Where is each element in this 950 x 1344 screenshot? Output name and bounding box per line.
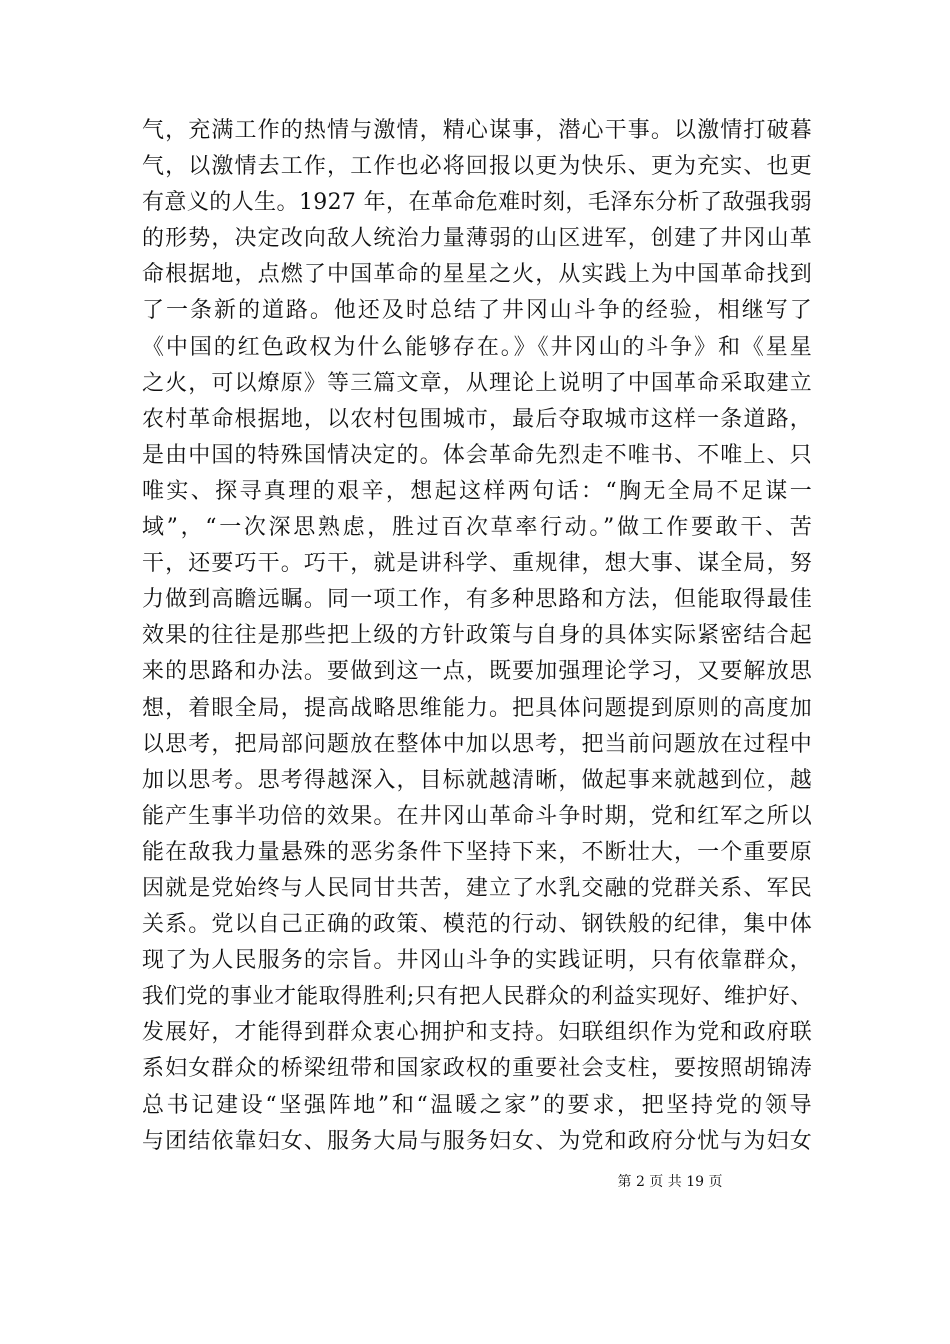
- text-line: 发展好，才能得到群众衷心拥护和支持。妇联组织作为党和政府联: [142, 1020, 812, 1046]
- text-line: 之火，可以燎原》等三篇文章，从理论上说明了中国革命采取建立: [142, 370, 812, 396]
- page-footer: [0, 1173, 950, 1191]
- text-line: 总书记建设“坚强阵地”和“温暖之家”的要求，把坚持党的领导: [142, 1092, 812, 1118]
- text-line: 加以思考。思考得越深入，目标就越清晰，做起事来就越到位，越: [142, 767, 812, 793]
- text-line: 系妇女群众的桥梁纽带和国家政权的重要社会支柱，要按照胡锦涛: [142, 1056, 812, 1082]
- text-line: 有意义的人生。1927 年，在革命危难时刻，毛泽东分析了敌强我弱: [142, 190, 812, 216]
- text-line: 气，以激情去工作，工作也必将回报以更为快乐、更为充实、也更: [142, 154, 812, 180]
- text-line: 关系。党以自己正确的政策、模范的行动、钢铁般的纪律，集中体: [142, 912, 812, 938]
- text-line: 现了为人民服务的宗旨。井冈山斗争的实践证明，只有依靠群众，: [142, 948, 812, 974]
- text-line: 力做到高瞻远瞩。同一项工作，有多种思路和方法，但能取得最佳: [142, 587, 812, 613]
- text-line: 与团结依靠妇女、服务大局与服务妇女、为党和政府分忧与为妇女: [142, 1128, 812, 1154]
- text-line: 想，着眼全局，提高战略思维能力。把具体问题提到原则的高度加: [142, 695, 812, 721]
- text-line: 因就是党始终与人民同甘共苦，建立了水乳交融的党群关系、军民: [142, 875, 812, 901]
- text-line: 《中国的红色政权为什么能够存在。》《井冈山的斗争》和《星星: [142, 334, 812, 360]
- text-line: 的形势，决定改向敌人统治力量薄弱的山区进军，创建了井冈山革: [142, 226, 812, 252]
- text-line: 是由中国的特殊国情决定的。体会革命先烈走不唯书、不唯上、只: [142, 442, 812, 468]
- text-line: 气，充满工作的热情与激情，精心谋事，潜心干事。以激情打破暮: [142, 118, 812, 143]
- text-line: 农村革命根据地，以农村包围城市，最后夺取城市这样一条道路，: [142, 406, 812, 432]
- text-line: 效果的往往是那些把上级的方针政策与自身的具体实际紧密结合起: [142, 623, 812, 649]
- text-line: 能产生事半功倍的效果。在井冈山革命斗争时期，党和红军之所以: [142, 803, 812, 829]
- text-line: 来的思路和办法。要做到这一点，既要加强理论学习，又要解放思: [142, 659, 812, 685]
- text-line: 命根据地，点燃了中国革命的星星之火，从实践上为中国革命找到: [142, 262, 812, 288]
- text-line: 唯实、探寻真理的艰辛，想起这样两句话：“胸无全局不足谋一: [142, 478, 812, 504]
- text-line: 域”，“一次深思熟虑，胜过百次草率行动。”做工作要敢干、苦: [142, 515, 812, 541]
- text-line: 了一条新的道路。他还及时总结了井冈山斗争的经验，相继写了: [142, 298, 812, 324]
- body-paragraph: [142, 113, 812, 1160]
- text-line: 干，还要巧干。巧干，就是讲科学、重规律，想大事、谋全局，努: [142, 551, 812, 577]
- text-line: 以思考，把局部问题放在整体中加以思考，把当前问题放在过程中: [142, 731, 812, 757]
- text-line: 我们党的事业才能取得胜利;只有把人民群众的利益实现好、维护好、: [142, 984, 812, 1010]
- text-line: 能在敌我力量悬殊的恶劣条件下坚持下来，不断壮大，一个重要原: [142, 839, 812, 865]
- page-number-label: 第 2 页 共 19 页: [617, 1174, 723, 1190]
